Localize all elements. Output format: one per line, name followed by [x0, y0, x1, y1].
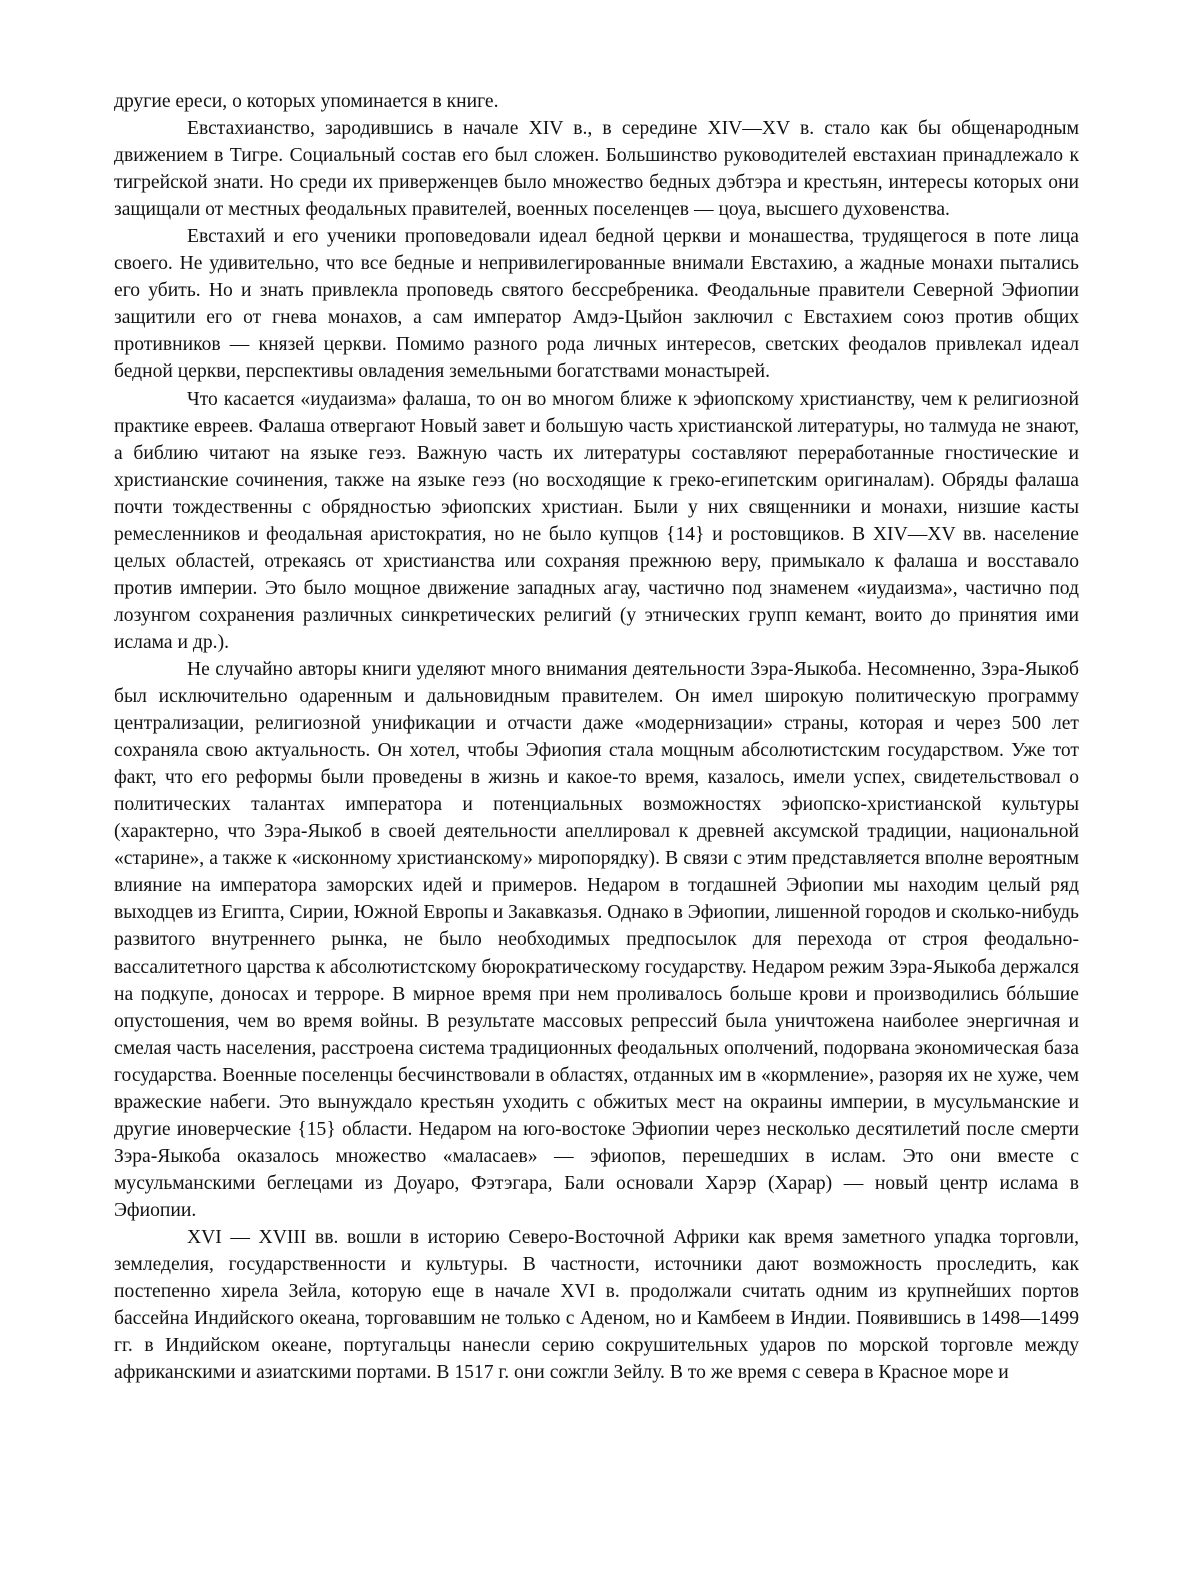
paragraph-eustathianism: Евстахианство, зародившись в начале XIV в., в середине XIV—XV в. стало как бы общенародным движением в Тигре. Социальный состав его был сложен. Большинство руководителей евстахиан принадлежало к тигрейской знати. Но среди их приверженцев было множество бедных дэбтэра и крестьян, интересы которых они защищали от местных феодальных правителей, военных поселенцев — цоуа, высшего духовенства.: [114, 118, 1079, 221]
paragraph-falasha-judaism: Что касается «иудаизма» фалаша, то он во многом ближе к эфиопскому христианству, чем к религиозной практике евреев. Фалаша отвергают Новый завет и большую часть христианской литературы, но талмуда не знают, а библию читают на языке геэз. Важную часть их литературы составляют переработанные гностические и христианские сочинения, также на языке геэз (но восходящие к греко-египетским оригиналам). Обряды фалаша почти тождественны с обрядностью эфиопских христиан. Были у них священники и монахи, низшие касты ремесленников и феодальная аристократия, но не было купцов {14} и ростовщиков. В XIV—XV вв. население целых областей, отрекаясь от христианства или сохраняя прежнюю веру, примыкало к фалаша и восставало против империи. Это было мощное движение западных агау, частично под знаменем «иудаизма», частично под лозунгом сохранения различных синкретических религий (у этнических групп кемант, воито до принятия ими ислама и др.).: [114, 388, 1079, 653]
paragraph-eustathius-teaching: Евстахий и его ученики проповедовали идеал бедной церкви и монашества, трудящегося в поте лица своего. Не удивительно, что все бедные и непривилегированные внимали Евстахию, а жадные монахи пытались его убить. Но и знать привлекла проповедь святого бессребреника. Феодальные правители Северной Эфиопии защитили его от гнева монахов, а сам император Амдэ-Цыйон заключил с Евстахием союз против общих противников — князей церкви. Помимо разного рода личных интересов, светских феодалов привлекал идеал бедной церкви, перспективы овладения земельными богатствами монастырей.: [114, 226, 1079, 383]
body-text: [114, 88, 1079, 1386]
paragraph-zara-yaqob: Не случайно авторы книги уделяют много внимания деятельности Зэра-Яыкоба. Несомненно, Зэра-Яыкоб был исключительно одаренным и дальновидным правителем. Он имел широкую политическую программу централизации, религиозной унификации и отчасти даже «модернизации» страны, которая и через 500 лет сохраняла свою актуальность. Он хотел, чтобы Эфиопия стала мощным абсолютистским государством. Уже тот факт, что его реформы были проведены в жизнь и какое-то время, казалось, имели успех, свидетельствовал о политических талантах императора и потенциальных возможностях эфиопско-христианской культуры (характерно, что Зэра-Яыкоб в своей деятельности апеллировал к древней аксумской традиции, национальной «старине», а также к «исконному христианскому» миропорядку). В связи с этим представляется вполне вероятным влияние на императора заморских идей и примеров. Недаром в тогдашней Эфиопии мы находим целый ряд выходцев из Египта, Сирии, Южной Европы и Закавказья. Однако в Эфиопии, лишенной городов и сколько-нибудь развитого внутреннего рынка, не было необходимых предпосылок для перехода от строя феодально-вассалитетного царства к абсолютистскому бюрократическому государству. Недаром режим Зэра-Яыкоба держался на подкупе, доносах и терроре. В мирное время при нем проливалось больше крови и производились бóльшие опустошения, чем во время войны. В результате массовых репрессий была уничтожена наиболее энергичная и смелая часть населения, расстроена система традиционных феодальных ополчений, подорвана экономическая база государства. Военные поселенцы бесчинствовали в областях, отданных им в «кормление», разоряя их не хуже, чем вражеские набеги. Это вынуждало крестьян уходить с обжитых мест на окраины империи, в мусульманские и другие иноверческие {15} области. Недаром на юго-востоке Эфиопии через несколько десятилетий после смерти Зэра-Яыкоба оказалось множество «маласаев» — эфиопов, перешедших в ислам. Это они вместе с мусульманскими беглецами из Доуаро, Фэтэгара, Бали основали Харэр (Харар) — новый центр ислама в Эфиопии.: [114, 658, 1079, 1221]
paragraph-decline-16-18-centuries: XVI — XVIII вв. вошли в историю Северо-Восточной Африки как время заметного упадка торговли, земледелия, государственности и культуры. В частности, источники дают возможность проследить, как постепенно хирела Зейла, которую еще в начале XVI в. продолжали считать одним из крупнейших портов бассейна Индийского океана, торговавшим не только с Аденом, но и Камбеем в Индии. Появившись в 1498—1499 гг. в Индийском океане, португальцы нанесли серию сокрушительных ударов по морской торговле между африканскими и азиатскими портами. В 1517 г. они сожгли Зейлу. В то же время с севера в Красное море и: [114, 1226, 1079, 1384]
paragraph-continuation: другие ереси, о которых упоминается в книге.: [114, 91, 499, 112]
